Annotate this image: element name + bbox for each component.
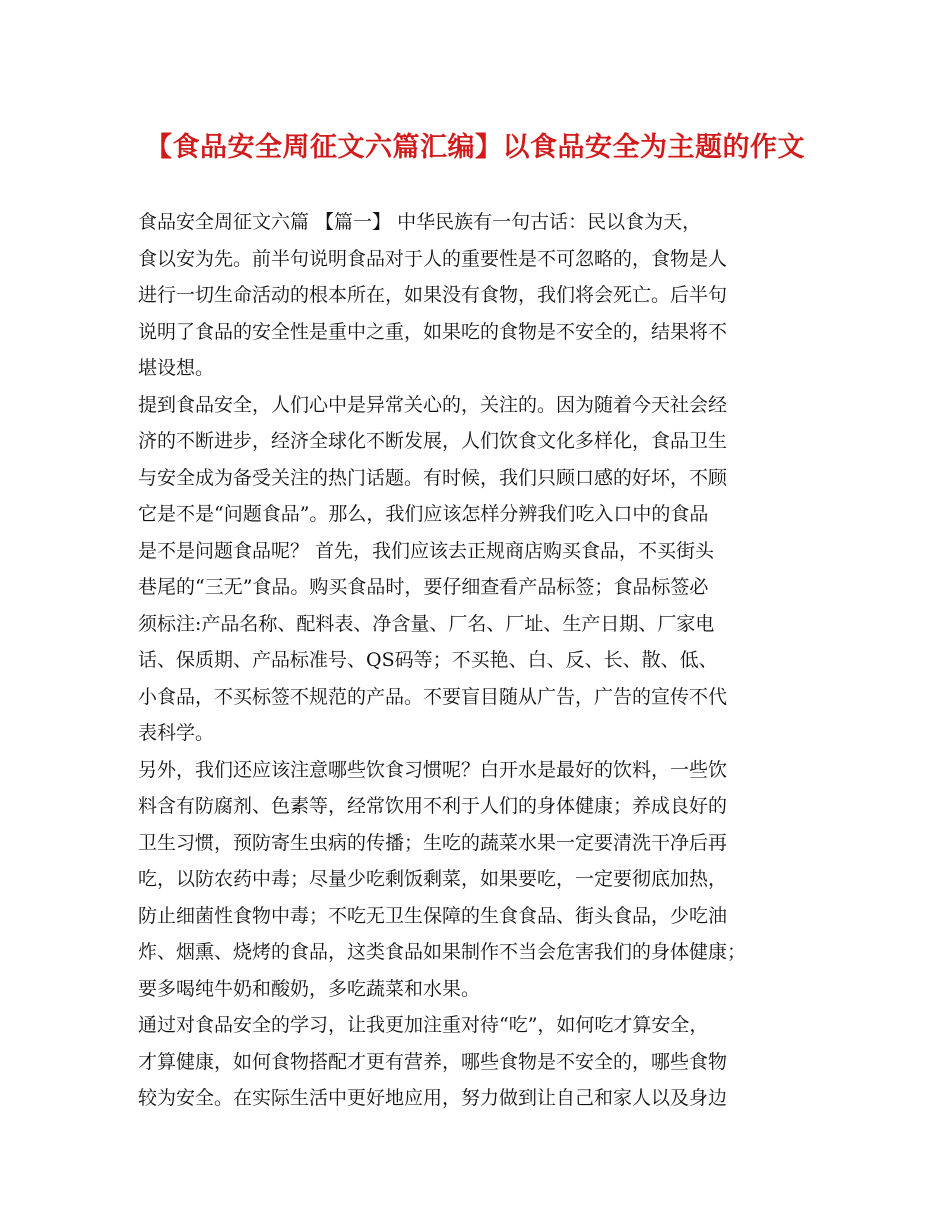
- text-line: 卫生习惯，预防寄生虫病的传播；生吃的蔬菜水果一定要清洗干净后再: [138, 831, 728, 854]
- text-line: 较为安全。在实际生活中更好地应用，努力做到让自己和家人以及身边: [138, 1087, 728, 1109]
- document-title: 【食品安全周征文六篇汇编】以食品安全为主题的作文: [145, 132, 805, 163]
- text-line: 炸、烟熏、烧烤的食品，这类食品如果制作不当会危害我们的身体健康；: [138, 941, 747, 963]
- text-line: 料含有防腐剂、色素等，经常饮用不利于人们的身体健康；养成良好的: [138, 795, 728, 817]
- text-line: 话、保质期、产品标准号、QS码等；不买艳、白、反、长、散、低、: [138, 649, 718, 671]
- text-line: 巷尾的“三无”食品。购买食品时，要仔细查看产品标签；食品标签必: [138, 576, 709, 598]
- text-line: 说明了食品的安全性是重中之重，如果吃的食物是不安全的，结果将不: [138, 320, 728, 343]
- text-line: 与安全成为备受关注的热门话题。有时候，我们只顾口感的好坏，不顾: [138, 466, 728, 489]
- text-line: 食以安为先。前半句说明食品对于人的重要性是不可忽略的，食物是人: [138, 247, 728, 270]
- text-line: 堪设想。: [138, 357, 215, 379]
- text-line: 吃，以防农药中毒；尽量少吃剩饭剩菜，如果要吃，一定要彻底加热，: [138, 868, 728, 890]
- text-line: 是不是问题食品呢？ 首先，我们应该去正规商店购买食品，不买街头: [138, 539, 715, 562]
- text-line: 表科学。: [138, 722, 215, 744]
- text-line: 通过对食品安全的学习，让我更加注重对待“吃”，如何吃才算安全，: [138, 1014, 709, 1036]
- text-line: 另外，我们还应该注意哪些饮食习惯呢？白开水是最好的饮料，一些饮: [138, 758, 728, 781]
- text-line: 它是不是“问题食品”。那么，我们应该怎样分辨我们吃入口中的食品: [138, 503, 709, 525]
- text-line: 须标注:产品名称、配料表、净含量、厂名、厂址、生产日期、厂家电: [138, 612, 715, 635]
- text-line: 才算健康，如何食物搭配才更有营养，哪些食物是不安全的，哪些食物: [138, 1050, 728, 1073]
- text-line: 要多喝纯牛奶和酸奶，多吃蔬菜和水果。: [138, 977, 481, 1000]
- document-body: [138, 204, 828, 1117]
- text-line: 食品安全周征文六篇 【篇一】 中华民族有一句古话：民以食为天，: [138, 211, 702, 233]
- text-line: 进行一切生命活动的根本所在，如果没有食物，我们将会死亡。后半句: [138, 284, 728, 306]
- text-line: 提到食品安全，人们心中是异常关心的，关注的。因为随着今天社会经: [138, 393, 728, 416]
- text-line: 小食品，不买标签不规范的产品。不要盲目随从广告，广告的宣传不代: [138, 685, 728, 708]
- text-line: 防止细菌性食物中毒；不吃无卫生保障的生食食品、街头食品，少吃油: [138, 904, 728, 927]
- text-line: 济的不断进步，经济全球化不断发展，人们饮食文化多样化，食品卫生: [138, 430, 728, 452]
